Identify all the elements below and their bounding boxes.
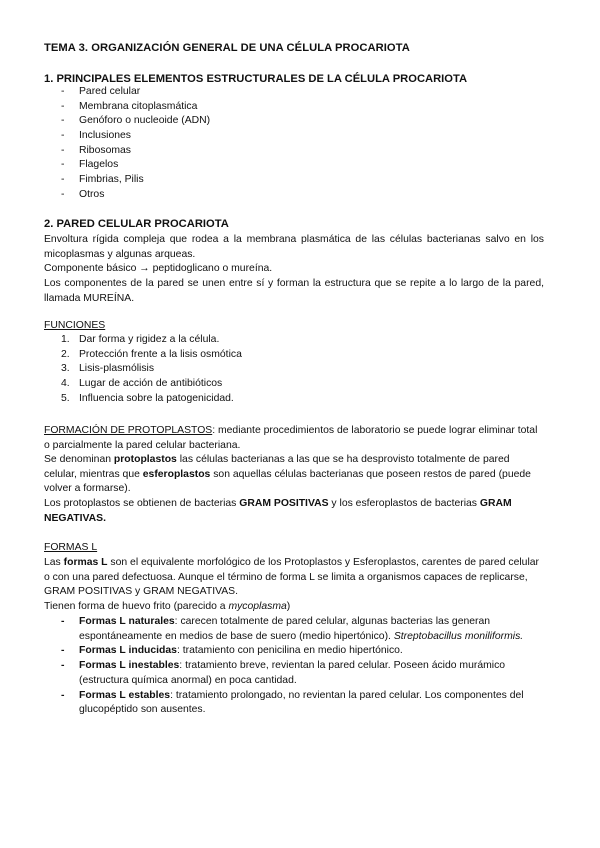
- pared-intro: Envoltura rígida compleja que rodea a la membrana plasmática de las células bacterianas salvo en los micoplasmas y algunas arqueas.: [44, 234, 544, 260]
- formas-l-list: [44, 615, 544, 718]
- list-item: 2. Protección frente a la lisis osmótica: [61, 348, 242, 360]
- list-item: 5. Influencia sobre la patogenicidad.: [61, 392, 234, 404]
- list-item: - Formas L inducidas: tratamiento con penicilina en medio hipertónico.: [44, 644, 544, 659]
- funciones-list: [44, 333, 242, 406]
- list-item: - Otros: [44, 188, 210, 203]
- list-item: 1. Dar forma y rigidez a la célula.: [61, 334, 220, 345]
- section1-heading: 1. PRINCIPALES ELEMENTOS ESTRUCTURALES DE LA CÉLULA PROCARIOTA: [44, 73, 468, 85]
- list-item: - Fimbrias, Pilis: [44, 173, 210, 188]
- pared-component: Componente básico → peptidoglicano o mureína.: [44, 263, 273, 274]
- list-item: - Ribosomas: [44, 144, 210, 159]
- pared-mureina: Los componentes de la pared se unen entre sí y forman la estructura que se repite a lo largo de la pared, llamada MUREÍNA.: [44, 278, 544, 304]
- list-item: - Formas L estables: tratamiento prolongado, no revientan la pared celular. Los componentes del glucopéptido son ausentes.: [44, 689, 544, 718]
- section2-heading: 2. PARED CELULAR PROCARIOTA: [44, 218, 229, 230]
- formas-l-heading: FORMAS L: [44, 542, 98, 553]
- list-item: - Formas L inestables: tratamiento breve, revientan la pared celular. Poseen ácido murámico (estructura química anormal) en poca cantidad.: [44, 659, 544, 688]
- list-item: - Inclusiones: [44, 129, 210, 144]
- list-item: - Pared celular: [44, 85, 210, 100]
- list-item: 3. Lisis-plasmólisis: [61, 363, 155, 375]
- formas-l-shape: Tienen forma de huevo frito (parecido a mycoplasma): [44, 601, 291, 612]
- list-item: - Flagelos: [44, 158, 210, 173]
- list-item: - Formas L naturales: carecen totalmente de pared celular, algunas bacterias las generan espontáneamente en medios de base de suero (medio hipertónico). Streptobacillus moniliformis.: [44, 615, 544, 644]
- list-item: - Genóforo o nucleoide (ADN): [44, 114, 210, 129]
- protoplastos-intro: FORMACIÓN DE PROTOPLASTOS: mediante procedimientos de laboratorio se puede lograr eliminar total o parcialmente la pared celular bacteriana.: [44, 425, 538, 451]
- formas-l-definition: Las formas L son el equivalente morfológico de los Protoplastos y Esferoplastos, carentes de pared celular o con una pared defectuosa. Aunque el término de forma L se limita a organismos capaces de replicarse, GRAM POSITIVAS y GRAM NEGATIVAS.: [44, 557, 539, 598]
- list-item: - Membrana citoplasmática: [44, 100, 210, 115]
- document-title: TEMA 3. ORGANIZACIÓN GENERAL DE UNA CÉLULA PROCARIOTA: [44, 42, 410, 54]
- protoplastos-definition: Se denominan protoplastos las células bacterianas a las que se ha desprovisto totalmente de pared celular, mientras que esferoplastos son aquellas células bacterianas que poseen restos de pared (puede volver a formarse).: [44, 454, 531, 495]
- funciones-heading: FUNCIONES: [44, 320, 106, 331]
- structural-elements-list: [44, 85, 210, 203]
- list-item: 4. Lugar de acción de antibióticos: [61, 378, 223, 390]
- protoplastos-gram: Los protoplastos se obtienen de bacterias GRAM POSITIVAS y los esferoplastos de bacterias GRAM NEGATIVAS.: [44, 498, 512, 524]
